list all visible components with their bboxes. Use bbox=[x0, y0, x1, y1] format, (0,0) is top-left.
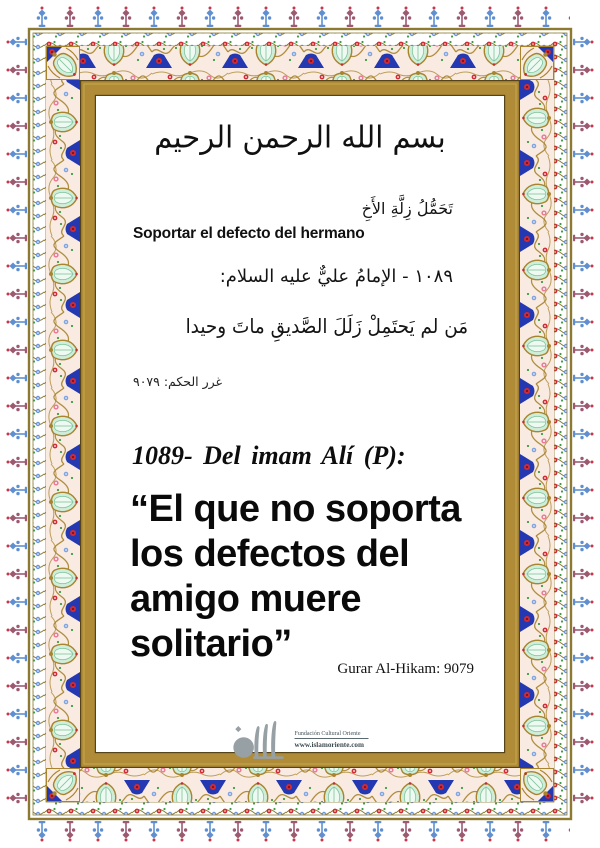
footer-logo-block bbox=[232, 719, 369, 761]
bismillah-calligraphy: بسم الله الرحمن الرحيم bbox=[154, 119, 446, 155]
foundation-logo-icon bbox=[232, 719, 288, 761]
topic-spanish: Soportar el defecto del hermano bbox=[133, 225, 365, 242]
quote-line-2: los defectos del bbox=[130, 533, 410, 575]
topic-arabic: تَحَمُّلُ زِلَّةِ الأَخِ bbox=[361, 199, 453, 218]
footer-divider bbox=[295, 738, 369, 739]
quote-line-3: amigo muere bbox=[130, 578, 362, 620]
hadith-quote-spanish bbox=[130, 487, 510, 667]
organization-name: Fundación Cultural Oriente bbox=[294, 730, 361, 737]
hadith-source-spanish: Gurar Al-Hikam: 9079 bbox=[337, 661, 474, 677]
hadith-quote-arabic: مَن لم يَحتَمِلْ زَلَلَ الصَّديقِ ماتَ وحيدا bbox=[185, 314, 468, 338]
footer-text bbox=[295, 731, 369, 750]
quote-line-1: “El que no soporta bbox=[130, 488, 461, 530]
quote-line-4: solitario” bbox=[130, 623, 292, 665]
hadith-attribution-arabic: ١٠٨٩ - الإمامُ عليٌّ عليه السلام: bbox=[219, 266, 453, 287]
website-url: www.islamoriente.com bbox=[294, 741, 364, 750]
hadith-attribution-spanish: 1089- Del imam Alí (P): bbox=[132, 441, 406, 470]
hadith-source-arabic: غرر الحكم: ٩٠٧٩ bbox=[133, 374, 223, 389]
